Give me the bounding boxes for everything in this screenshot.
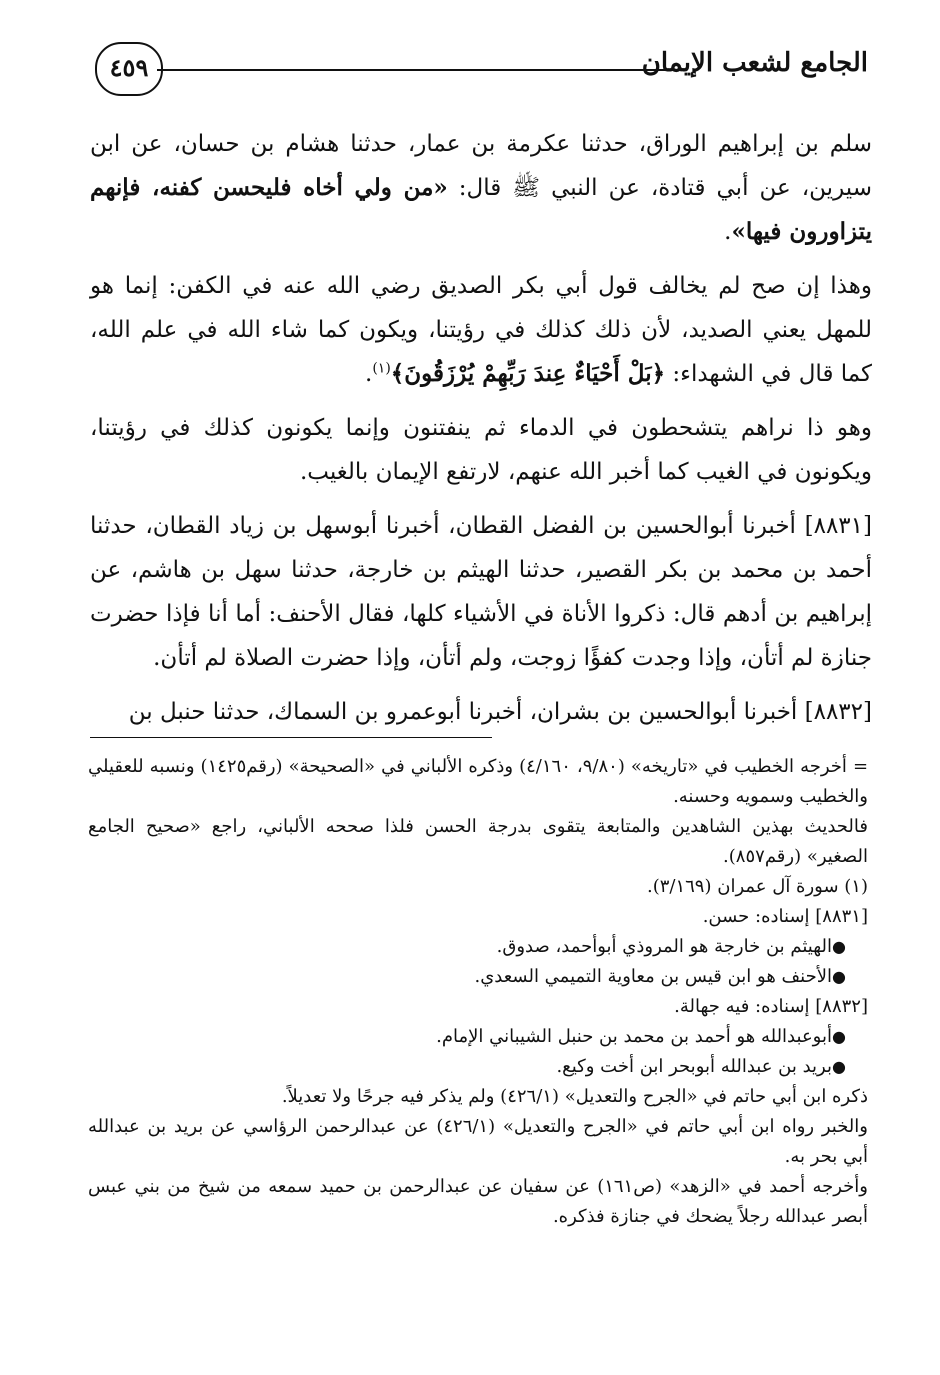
note-8832-item-2 — [88, 1052, 868, 1082]
note-8831-heading: [٨٨٣١] إسناده: حسن. — [702, 906, 868, 927]
note-8831-item-2-text: الأحنف هو ابن قيس بن معاوية التميمي السعدي. — [474, 966, 832, 987]
note-8831-item-2 — [88, 962, 868, 992]
bullet-icon: ● — [832, 1057, 846, 1076]
hadith-quote: «من ولي أخاه فليحسن كفنه، فإنهم يتزاورون فيها» — [90, 174, 872, 245]
paragraph-2-end: . — [365, 361, 373, 387]
paragraph-2 — [90, 264, 872, 396]
main-text — [90, 122, 872, 744]
bullet-icon: ● — [832, 1027, 846, 1046]
note-8832-para-1: ذكره ابن أبي حاتم في «الجرح والتعديل» (٤٢٦/١) ولم يذكر فيه جرحًا ولا تعديلاً. — [281, 1086, 868, 1107]
page-number: ٤٥٩ — [95, 42, 163, 96]
footnote-1: (١) سورة آل عمران (٣/١٦٩). — [646, 876, 868, 897]
note-8831-item-1 — [88, 932, 868, 962]
note-8831-item-1-text: الهيثم بن خارجة هو المروذي أبوأحمد، صدوق. — [496, 936, 832, 957]
footnote-continuation-2: فالحديث بهذين الشاهدين والمتابعة يتقوى بدرجة الحسن فلذا صححه الألباني، راجع «صحيح الجامع الصغير» (رقم٨٥٧). — [88, 816, 868, 867]
running-title: الجامع لشعب الإيمان — [641, 48, 868, 78]
note-8832-item-2-text: بريد بن عبدالله أبوبحر ابن أخت وكيع. — [556, 1056, 832, 1077]
header-rule — [157, 69, 673, 71]
bullet-icon: ● — [832, 937, 846, 956]
paragraph-2-text: وهذا إن صح لم يخالف قول أبي بكر الصديق رضي الله عنه في الكفن: إنما هو للمهل يعني الصديد، لأن ذلك كذلك في رؤيتنا، ويكون كما شاء الله في علم الله، كما قال في الشهداء: — [90, 273, 872, 387]
paragraph-1-text: سلم بن إبراهيم الوراق، حدثنا عكرمة بن عمار، حدثنا هشام بن حسان، عن ابن سيرين، عن أبي قتادة، عن النبي ﷺ قال: — [90, 131, 872, 201]
note-8832-item-1-text: أبوعبدالله هو أحمد بن محمد بن حنبل الشيباني الإمام. — [436, 1026, 832, 1047]
footnote-separator — [90, 737, 492, 738]
note-8832-para-3: وأخرجه أحمد في «الزهد» (ص١٦١) عن سفيان عن عبدالرحمن بن حميد سمعه من شيخ من بني عبس أبصر عبدالله رجلاً يضحك في جنازة فذكره. — [88, 1176, 868, 1227]
paragraph-8832: [٨٨٣٢] أخبرنا أبوالحسين بن بشران، أخبرنا أبوعمرو بن السماك، حدثنا حنبل بن — [128, 699, 872, 725]
page-header — [95, 42, 868, 108]
footnotes — [88, 752, 868, 1232]
note-8832-item-1 — [88, 1022, 868, 1052]
paragraph-1 — [90, 122, 872, 254]
footnote-ref[interactable]: (١) — [372, 360, 391, 377]
bullet-icon: ● — [832, 967, 846, 986]
paragraph-8831: [٨٨٣١] أخبرنا أبوالحسين بن الفضل القطان، أخبرنا أبوسهل بن زياد القطان، حدثنا أحمد بن محمد بن بكر القصير، حدثنا الهيثم بن خارجة، حدثنا سهل بن هاشم، عن إبراهيم بن أدهم قال: ذكروا الأناة في الأشياء كلها، فقال الأحنف: أما أنا فإذا حضرت جنازة لم أتأن، وإذا وجدت كفؤًا زوجت، ولم أتأن، وإذا حضرت الصلاة لم أتأن. — [90, 513, 872, 671]
note-8832-para-2: والخبر رواه ابن أبي حاتم في «الجرح والتعديل» (٤٢٦/١) عن عبدالرحمن الرؤاسي عن بريد بن عبدالله أبي بحر به. — [88, 1116, 868, 1167]
note-8832-heading: [٨٨٣٢] إسناده: فيه جهالة. — [674, 996, 868, 1017]
paragraph-3: وهو ذا نراهم يتشحطون في الدماء ثم ينفتنون وإنما يكونون كذلك في رؤيتنا، ويكونون في الغيب كما أخبر الله عنهم، لارتفع الإيمان بالغيب. — [90, 415, 872, 485]
paragraph-1-end: . — [724, 219, 732, 245]
quran-verse: ﴿بَلْ أَحْيَاءٌ عِندَ رَبِّهِمْ يُرْزَقُونَ﴾ — [390, 360, 666, 387]
footnote-continuation-1: = أخرجه الخطيب في «تاريخه» (٩/٨٠، ٤/١٦٠) وذكره الألباني في «الصحيحة» (رقم١٤٢٥) ونسبه للعقيلي والخطيب وسمويه وحسنه. — [88, 756, 869, 807]
